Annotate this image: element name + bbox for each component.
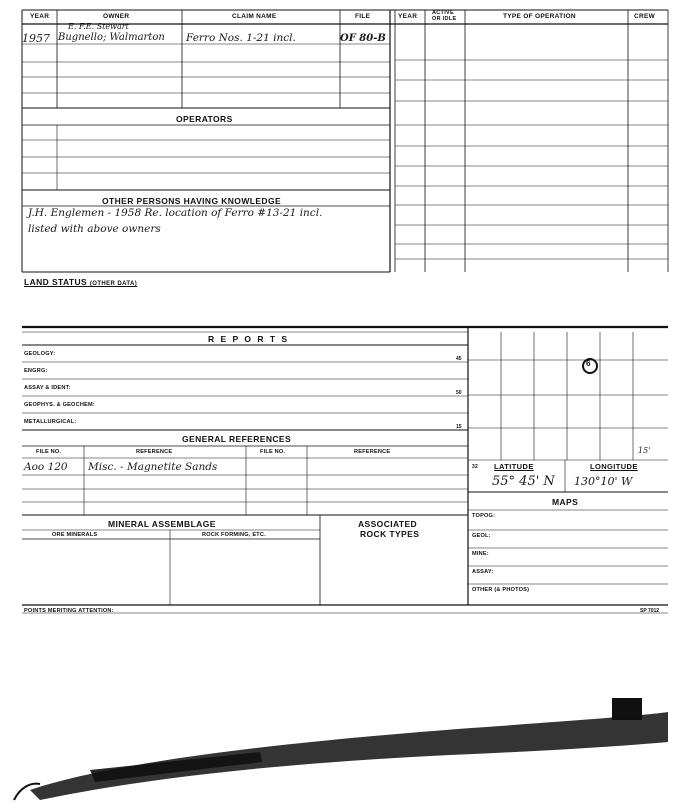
- owner-top-note: E. F.E. Stewart: [68, 22, 129, 31]
- header-year-right: YEAR: [398, 13, 418, 20]
- report-geophys: GEOPHYS. & GEOCHEM:: [24, 402, 95, 408]
- land-status-label: [24, 277, 137, 287]
- header-crew: CREW: [634, 13, 656, 20]
- header-or-idle: OR IDLE: [432, 16, 457, 22]
- operators-label: OPERATORS: [176, 114, 233, 124]
- maps-title: MAPS: [552, 497, 579, 507]
- report-engrg: ENGRG:: [24, 368, 48, 374]
- header-active: ACTIVE: [432, 10, 454, 16]
- corner-note: 15': [638, 446, 651, 455]
- points-meriting-label: POINTS MERITING ATTENTION:: [24, 608, 114, 614]
- col-reference: REFERENCE: [136, 449, 173, 455]
- latitude-value: 55° 45' N: [492, 474, 555, 489]
- rock-forming-label: ROCK FORMING, ETC.: [202, 532, 266, 538]
- other-persons-line1: J.H. Englemen - 1958 Re. location of Ferro #13-21 incl.: [28, 207, 323, 219]
- ref-row1-file: Aoo 120: [24, 461, 68, 473]
- scan-artifacts: [14, 698, 668, 800]
- other-persons-label: OTHER PERSONS HAVING KNOWLEDGE: [102, 196, 282, 206]
- report-metallurgical: METALLURGICAL:: [24, 419, 77, 425]
- map-topog: TOPOG:: [472, 513, 496, 519]
- rock-types-label: ROCK TYPES: [360, 529, 420, 539]
- mineral-assemblage-title: MINERAL ASSEMBLAGE: [108, 519, 216, 529]
- ref-row1-reference: Misc. - Magnetite Sands: [88, 461, 218, 473]
- associated-label: ASSOCIATED: [358, 519, 418, 529]
- latitude-prefix: 32: [472, 464, 478, 470]
- report-assay: ASSAY & IDENT:: [24, 385, 71, 391]
- header-year: YEAR: [30, 13, 50, 20]
- report-assay-num: 50: [456, 390, 462, 396]
- header-owner: OWNER: [103, 13, 130, 20]
- reports-title: R E P O R T S: [208, 334, 290, 344]
- latitude-label: LATITUDE: [494, 462, 534, 471]
- header-file: FILE: [355, 13, 371, 20]
- land-status-text: LAND STATUS: [24, 277, 88, 287]
- row1-year: 1957: [22, 32, 50, 45]
- general-references-title: GENERAL REFERENCES: [182, 434, 292, 444]
- map-assay: ASSAY:: [472, 569, 494, 575]
- map-mine: MINE:: [472, 551, 489, 557]
- row1-owner: Bugnello; Walmarton: [58, 32, 165, 43]
- row1-claim-name: Ferro Nos. 1-21 incl.: [186, 32, 296, 44]
- header-claim-name: CLAIM NAME: [232, 13, 277, 20]
- report-geology: GEOLOGY:: [24, 351, 56, 357]
- land-status-sub: (OTHER DATA): [89, 281, 138, 287]
- other-persons-line2: listed with above owners: [28, 223, 161, 235]
- col-file-no: FILE NO.: [36, 449, 62, 455]
- grid-mark: 6: [586, 359, 591, 368]
- report-geology-num: 45: [456, 356, 462, 362]
- longitude-value: 130°10' W: [574, 475, 633, 488]
- col-reference-2: REFERENCE: [354, 449, 391, 455]
- map-other: OTHER (& PHOTOS): [472, 587, 530, 593]
- map-geol: GEOL:: [472, 533, 491, 539]
- header-type-of-operation: TYPE OF OPERATION: [503, 13, 576, 20]
- ore-minerals-label: ORE MINERALS: [52, 532, 98, 538]
- form-number: SP 7012: [640, 608, 660, 614]
- report-metallurgical-num: 15: [456, 424, 462, 430]
- col-file-no-2: FILE NO.: [260, 449, 286, 455]
- row1-file: OF 80-B: [340, 33, 386, 44]
- longitude-label: LONGITUDE: [590, 462, 638, 471]
